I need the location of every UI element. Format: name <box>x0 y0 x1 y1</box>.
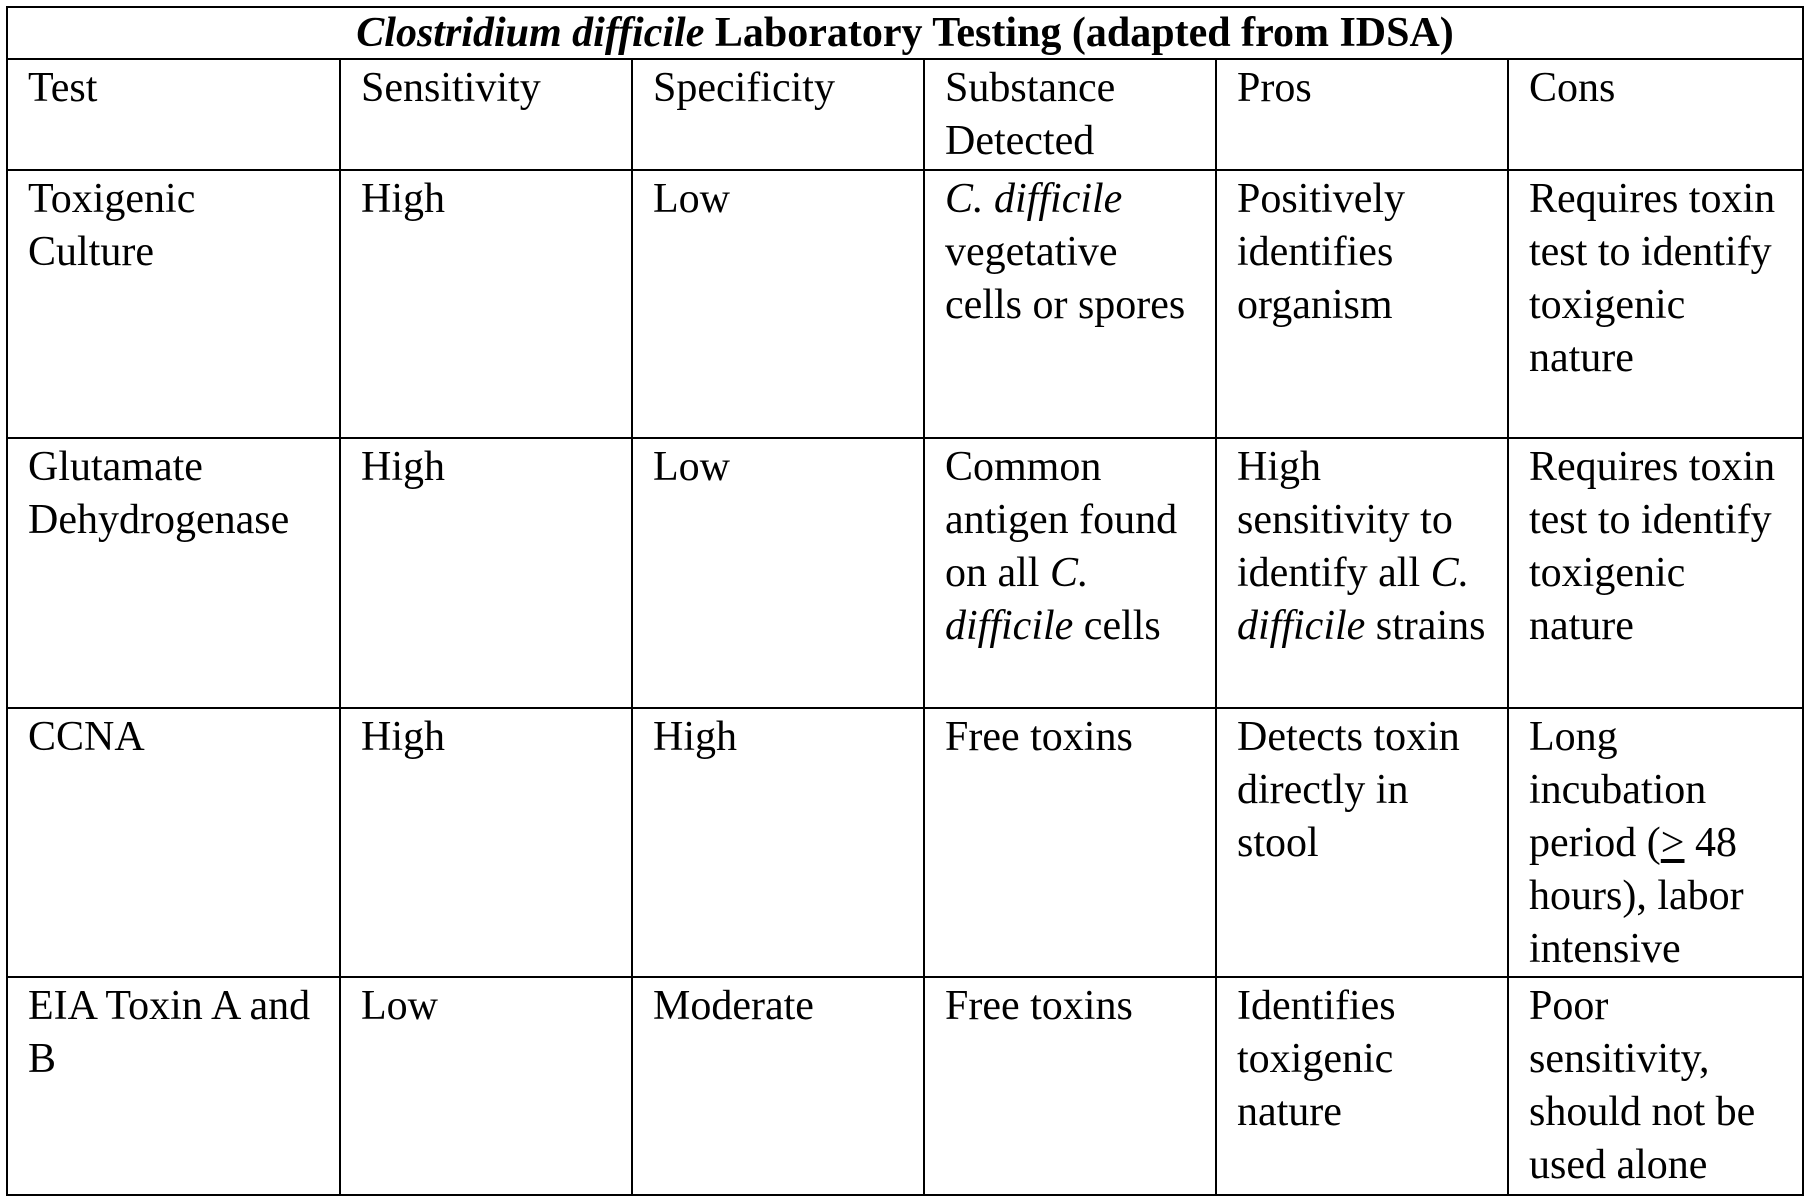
cell-pros-italic: C. difficile <box>1237 550 1470 649</box>
header-cons: Cons <box>1508 59 1803 170</box>
table-row <box>7 977 1803 1195</box>
cell-substance: Free toxins <box>924 708 1216 977</box>
cell-sensitivity: High <box>340 438 632 708</box>
cell-substance-rest: vegetative cells or spores <box>945 229 1186 328</box>
cell-test: CCNA <box>7 708 340 977</box>
header-test: Test <box>7 59 340 170</box>
lab-testing-table <box>6 6 1804 1196</box>
cell-sensitivity: High <box>340 170 632 438</box>
cell-substance <box>924 438 1216 708</box>
cell-cons-underline: > <box>1660 820 1685 866</box>
table-row <box>7 170 1803 438</box>
table-row <box>7 708 1803 977</box>
cell-pros-rest: strains <box>1365 603 1486 649</box>
table-title-italic: Clostridium difficile <box>356 10 705 56</box>
cell-substance-italic: C. difficile <box>945 550 1089 649</box>
cell-substance: Free toxins <box>924 977 1216 1195</box>
cell-test: Glutamate Dehydrogenase <box>7 438 340 708</box>
cell-test: Toxigenic Culture <box>7 170 340 438</box>
cell-specificity: High <box>632 708 924 977</box>
cell-specificity: Low <box>632 438 924 708</box>
cell-test: EIA Toxin A and B <box>7 977 340 1195</box>
table-title <box>7 7 1803 59</box>
cell-pros: Positively identifies organism <box>1216 170 1508 438</box>
table-title-rest: Laboratory Testing (adapted from IDSA) <box>704 10 1454 56</box>
header-sensitivity: Sensitivity <box>340 59 632 170</box>
cell-cons <box>1508 708 1803 977</box>
cell-pros <box>1216 438 1508 708</box>
table-title-row <box>7 7 1803 59</box>
header-pros: Pros <box>1216 59 1508 170</box>
cell-pros-pre: High sensitivity to identify all <box>1237 444 1453 596</box>
cell-pros: Detects toxin directly in stool <box>1216 708 1508 977</box>
header-row <box>7 59 1803 170</box>
cell-pros: Identifies toxigenic nature <box>1216 977 1508 1195</box>
cell-cons-pre: Long incubation period ( <box>1529 714 1707 866</box>
header-substance-detected: Substance Detected <box>924 59 1216 170</box>
cell-substance-rest: cells <box>1073 603 1161 649</box>
cell-cons-rest: 48 hours), labor intensive <box>1529 820 1744 972</box>
cell-cons: Poor sensitivity, should not be used alone <box>1508 977 1803 1195</box>
cell-substance-italic: C. difficile <box>945 176 1123 222</box>
cell-sensitivity: High <box>340 708 632 977</box>
header-specificity: Specificity <box>632 59 924 170</box>
table-row <box>7 438 1803 708</box>
cell-substance <box>924 170 1216 438</box>
cell-cons: Requires toxin test to identify toxigenic nature <box>1508 170 1803 438</box>
cell-cons: Requires toxin test to identify toxigenic nature <box>1508 438 1803 708</box>
cell-specificity: Low <box>632 170 924 438</box>
cell-sensitivity: Low <box>340 977 632 1195</box>
cell-substance-pre: Common antigen found on all <box>945 444 1178 596</box>
cell-specificity: Moderate <box>632 977 924 1195</box>
